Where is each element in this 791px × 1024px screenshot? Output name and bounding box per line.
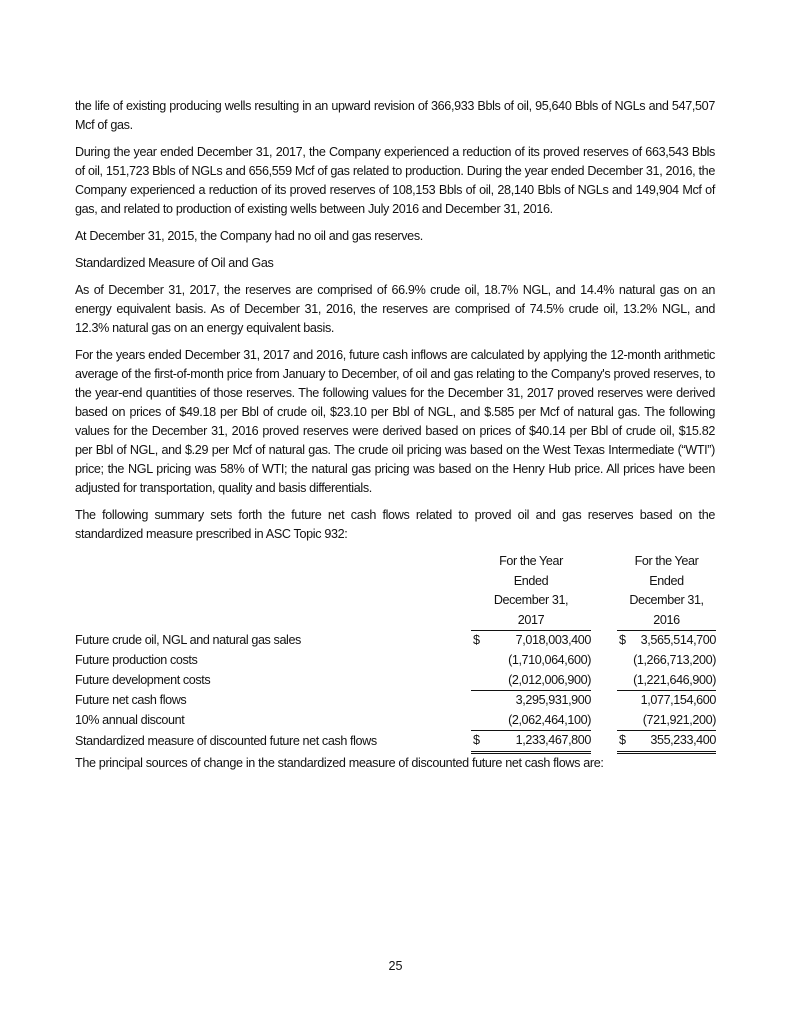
- paragraph-pricing: For the years ended December 31, 2017 and 2016, future cash inflows are calculated by applying the 12-month arithmetic average of the first-of-month price from January to December, of oil and gas relating to the Company's proved reserves, to the year-end quantities of those reserves. The following values for the December 31, 2017 proved reserves were derived based on prices of $49.18 per Bbl of crude oil, $23.10 per Bbl of NGL, and $.585 per Mcf of natural gas. The following values for the December 31, 2016 proved reserves were derived based on prices of $40.14 per Bbl of crude oil, $15.82 per Bbl of NGL, and $.29 per Mcf of natural gas. The crude oil pricing was based on the West Texas Intermediate (“WTI”) price; the NGL pricing was 58% of WTI; the natural gas pricing was based on the Henry Hub price. All prices have been adjusted for transportation, quality and basis differentials.: [75, 348, 715, 495]
- paragraph-2015-reserves: At December 31, 2015, the Company had no oil and gas reserves.: [75, 229, 423, 243]
- table-row-total: Standardized measure of discounted future net cash flows $ 1,233,467,800 $ 355,233,400: [75, 731, 716, 753]
- page-number: 25: [388, 959, 403, 973]
- table-row: Future development costs (2,012,006,900) (1,221,646,900): [75, 671, 716, 691]
- section-heading: Standardized Measure of Oil and Gas: [75, 256, 274, 270]
- table-header-row: [75, 552, 716, 631]
- paragraph-principal-sources: The principal sources of change in the standardized measure of discounted future net cash flows are:: [75, 755, 604, 770]
- paragraph-revision: the life of existing producing wells resulting in an upward revision of 366,933 Bbls of oil, 95,640 Bbls of NGLs and 547,507 Mcf of gas.: [75, 99, 715, 132]
- column-header-2016: For the Year Ended December 31, 2016: [617, 552, 716, 631]
- cash-flow-table: [75, 552, 716, 754]
- table-row: Future crude oil, NGL and natural gas sales $ 7,018,003,400 $ 3,565,514,700: [75, 633, 716, 648]
- table-row: 10% annual discount (2,062,464,100) (721,921,200): [75, 711, 716, 731]
- paragraph-summary-intro: The following summary sets forth the future net cash flows related to proved oil and gas reserves based on the standardized measure prescribed in ASC Topic 932:: [75, 508, 715, 541]
- column-header-2017: For the Year Ended December 31, 2017: [471, 552, 591, 631]
- table-row: Future net cash flows 3,295,931,900 1,077,154,600: [75, 692, 716, 708]
- page-content: [75, 97, 715, 781]
- paragraph-reserve-composition: As of December 31, 2017, the reserves are comprised of 66.9% crude oil, 18.7% NGL, and 14.4% natural gas on an energy equivalent basis. As of December 31, 2016, the reserves are comprised of 74.5% crude oil, 13.2% NGL, and 12.3% natural gas on an energy equivalent basis.: [75, 283, 715, 335]
- paragraph-production-reduction: During the year ended December 31, 2017, the Company experienced a reduction of its proved reserves of 663,543 Bbls of oil, 151,723 Bbls of NGLs and 656,559 Mcf of gas related to production. During the year ended December 31, 2016, the Company experienced a reduction of its proved reserves of 108,153 Bbls of oil, 28,140 Bbls of NGLs and 149,904 Mcf of gas, and related to production of existing wells between July 2016 and December 31, 2016.: [75, 145, 715, 216]
- table-row: Future production costs (1,710,064,600) (1,266,713,200): [75, 652, 716, 667]
